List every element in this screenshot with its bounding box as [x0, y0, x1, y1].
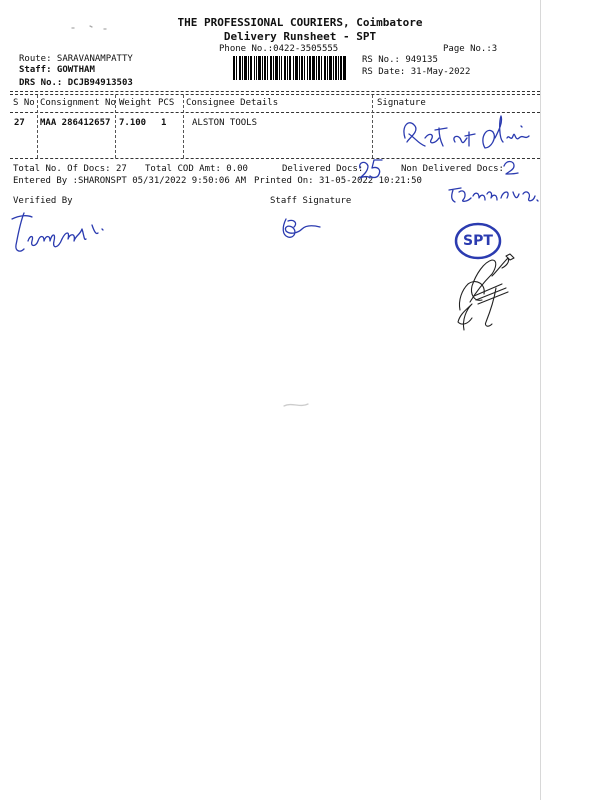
table-top-rule-2 [10, 94, 540, 95]
non-delivered-docs-label: Non Delivered Docs: [401, 164, 504, 174]
scan-speck-2 [282, 398, 312, 412]
rs-number: RS No.: 949135 [362, 55, 438, 65]
col-header-weight: Weight [119, 98, 152, 108]
page-number: Page No.:3 [443, 44, 498, 54]
authorised-signature [436, 240, 526, 335]
entered-by: Entered By :SHARONSPT 05/31/2022 9:50:06 AM [13, 176, 246, 186]
staff-signature [276, 213, 326, 243]
total-docs: Total No. Of Docs: 27 [13, 164, 127, 174]
handwritten-delivered-count [356, 156, 386, 182]
rs-date: RS Date: 31-May-2022 [362, 67, 471, 77]
staff-name: Staff: GOWTHAM [19, 65, 95, 75]
staff-signature-label: Staff Signature [270, 196, 352, 206]
delivered-docs-label: Delivered Docs: [282, 164, 364, 174]
stamp-text: SPT [463, 233, 493, 249]
row-consignee: ALSTON TOOLS [192, 118, 258, 128]
printed-on: Printed On: 31-05-2022 10:21:50 [254, 176, 422, 186]
col-divider-3 [183, 95, 184, 158]
verified-by-signature [10, 205, 125, 260]
col-header-pcs: PCS [158, 98, 175, 108]
total-cod-amount: Total COD Amt: 0.00 [145, 164, 248, 174]
col-divider-4 [372, 95, 373, 158]
row-consignment-no: MAA 286412657 [40, 118, 111, 128]
table-top-rule [10, 91, 540, 92]
col-header-consignee: Consignee Details [186, 98, 279, 108]
runsheet-title: Delivery Runsheet - SPT [223, 30, 377, 43]
handwritten-signature-note [395, 108, 545, 160]
barcode [233, 56, 346, 80]
handwritten-non-delivered-count [500, 158, 522, 178]
col-header-signature: Signature [377, 98, 426, 108]
phone-number: Phone No.:0422-3505555 [219, 44, 339, 54]
col-header-sno: S No [13, 98, 35, 108]
drs-number: DRS No.: DCJB94913503 [19, 78, 133, 88]
verified-by-label: Verified By [13, 196, 73, 206]
row-sno: 27 [14, 118, 25, 128]
col-divider-1 [37, 95, 38, 158]
col-header-consignment: Consignment No [40, 98, 116, 108]
row-pcs: 1 [161, 118, 167, 128]
route: Route: SARAVANAMPATTY [19, 54, 133, 64]
scan-speck [70, 22, 110, 34]
company-title: THE PROFESSIONAL COURIERS, Coimbatore [177, 16, 423, 29]
row-weight: 7.100 [119, 118, 147, 128]
handwritten-receiver-note [445, 182, 540, 208]
